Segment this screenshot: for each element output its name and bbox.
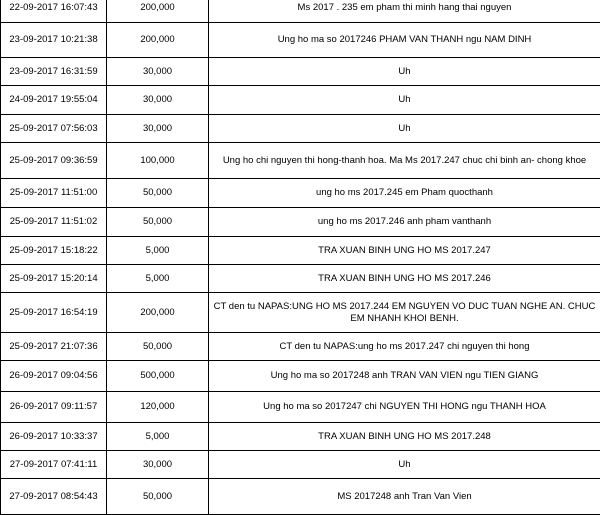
cell-date: 22-09-2017 16:07:43 xyxy=(1,0,107,23)
cell-amount: 100,000 xyxy=(107,143,209,179)
cell-date: 26-09-2017 10:33:37 xyxy=(1,423,107,451)
table-row xyxy=(1,423,600,451)
transactions-body xyxy=(1,0,600,515)
table-row xyxy=(1,208,600,237)
cell-date: 23-09-2017 10:21:38 xyxy=(1,23,107,58)
cell-date: 25-09-2017 07:56:03 xyxy=(1,115,107,143)
cell-amount: 200,000 xyxy=(107,0,209,23)
table-row xyxy=(1,23,600,58)
cell-date: 26-09-2017 09:04:56 xyxy=(1,361,107,392)
cell-date: 25-09-2017 15:20:14 xyxy=(1,265,107,293)
cell-amount: 200,000 xyxy=(107,23,209,58)
cell-amount: 30,000 xyxy=(107,115,209,143)
cell-date: 25-09-2017 11:51:02 xyxy=(1,208,107,237)
cell-amount: 30,000 xyxy=(107,451,209,479)
cell-date: 25-09-2017 15:18:22 xyxy=(1,237,107,265)
cell-amount: 5,000 xyxy=(107,237,209,265)
cell-description: MS 2017248 anh Tran Van Vien xyxy=(209,479,600,515)
cell-amount: 5,000 xyxy=(107,423,209,451)
table-row xyxy=(1,237,600,265)
cell-description: ung ho ms 2017.245 em Pham quocthanh xyxy=(209,179,600,208)
cell-description: Uh xyxy=(209,451,600,479)
cell-description: CT den tu NAPAS:ung ho ms 2017.247 chi nguyen thi hong xyxy=(209,333,600,361)
cell-amount: 5,000 xyxy=(107,265,209,293)
cell-amount: 500,000 xyxy=(107,361,209,392)
cell-description: TRA XUAN BINH UNG HO MS 2017.246 xyxy=(209,265,600,293)
table-row xyxy=(1,265,600,293)
table-row xyxy=(1,392,600,423)
cell-description: Uh xyxy=(209,86,600,115)
table-row xyxy=(1,86,600,115)
table-row xyxy=(1,361,600,392)
cell-date: 27-09-2017 08:54:43 xyxy=(1,479,107,515)
table-row xyxy=(1,58,600,86)
cell-description: Ung ho ma so 2017246 PHAM VAN THANH ngu NAM DINH xyxy=(209,23,600,58)
cell-date: 25-09-2017 21:07:36 xyxy=(1,333,107,361)
table-row xyxy=(1,451,600,479)
cell-date: 24-09-2017 19:55:04 xyxy=(1,86,107,115)
table-row xyxy=(1,179,600,208)
cell-description: TRA XUAN BINH UNG HO MS 2017.247 xyxy=(209,237,600,265)
cell-date: 26-09-2017 09:11:57 xyxy=(1,392,107,423)
cell-description: Uh xyxy=(209,115,600,143)
cell-date: 25-09-2017 16:54:19 xyxy=(1,293,107,333)
cell-amount: 30,000 xyxy=(107,86,209,115)
table-row xyxy=(1,333,600,361)
cell-amount: 50,000 xyxy=(107,208,209,237)
cell-date: 25-09-2017 11:51:00 xyxy=(1,179,107,208)
table-row xyxy=(1,293,600,333)
cell-description: Ung ho ma so 2017248 anh TRAN VAN VIEN ngu TIEN GIANG xyxy=(209,361,600,392)
cell-amount: 50,000 xyxy=(107,479,209,515)
table-row xyxy=(1,0,600,23)
cell-amount: 120,000 xyxy=(107,392,209,423)
cell-description: Ms 2017 . 235 em pham thi minh hang thai nguyen xyxy=(209,0,600,23)
cell-amount: 200,000 xyxy=(107,293,209,333)
cell-description: Ung ho chi nguyen thi hong-thanh hoa. Ma Ms 2017.247 chuc chi binh an- chong khoe xyxy=(209,143,600,179)
cell-description: Uh xyxy=(209,58,600,86)
cell-date: 25-09-2017 09:36:59 xyxy=(1,143,107,179)
cell-amount: 30,000 xyxy=(107,58,209,86)
table-row xyxy=(1,115,600,143)
cell-description: CT den tu NAPAS:UNG HO MS 2017.244 EM NGUYEN VO DUC TUAN NGHE AN. CHUC EM NHANH KHOI BENH. xyxy=(209,293,600,333)
cell-description: TRA XUAN BINH UNG HO MS 2017.248 xyxy=(209,423,600,451)
cell-description: Ung ho ma so 2017247 chi NGUYEN THI HONG ngu THANH HOA xyxy=(209,392,600,423)
cell-amount: 50,000 xyxy=(107,333,209,361)
cell-amount: 50,000 xyxy=(107,179,209,208)
table-row xyxy=(1,479,600,515)
cell-description: ung ho ms 2017.246 anh pham vanthanh xyxy=(209,208,600,237)
table-row xyxy=(1,143,600,179)
cell-date: 23-09-2017 16:31:59 xyxy=(1,58,107,86)
cell-date: 27-09-2017 07:41:11 xyxy=(1,451,107,479)
